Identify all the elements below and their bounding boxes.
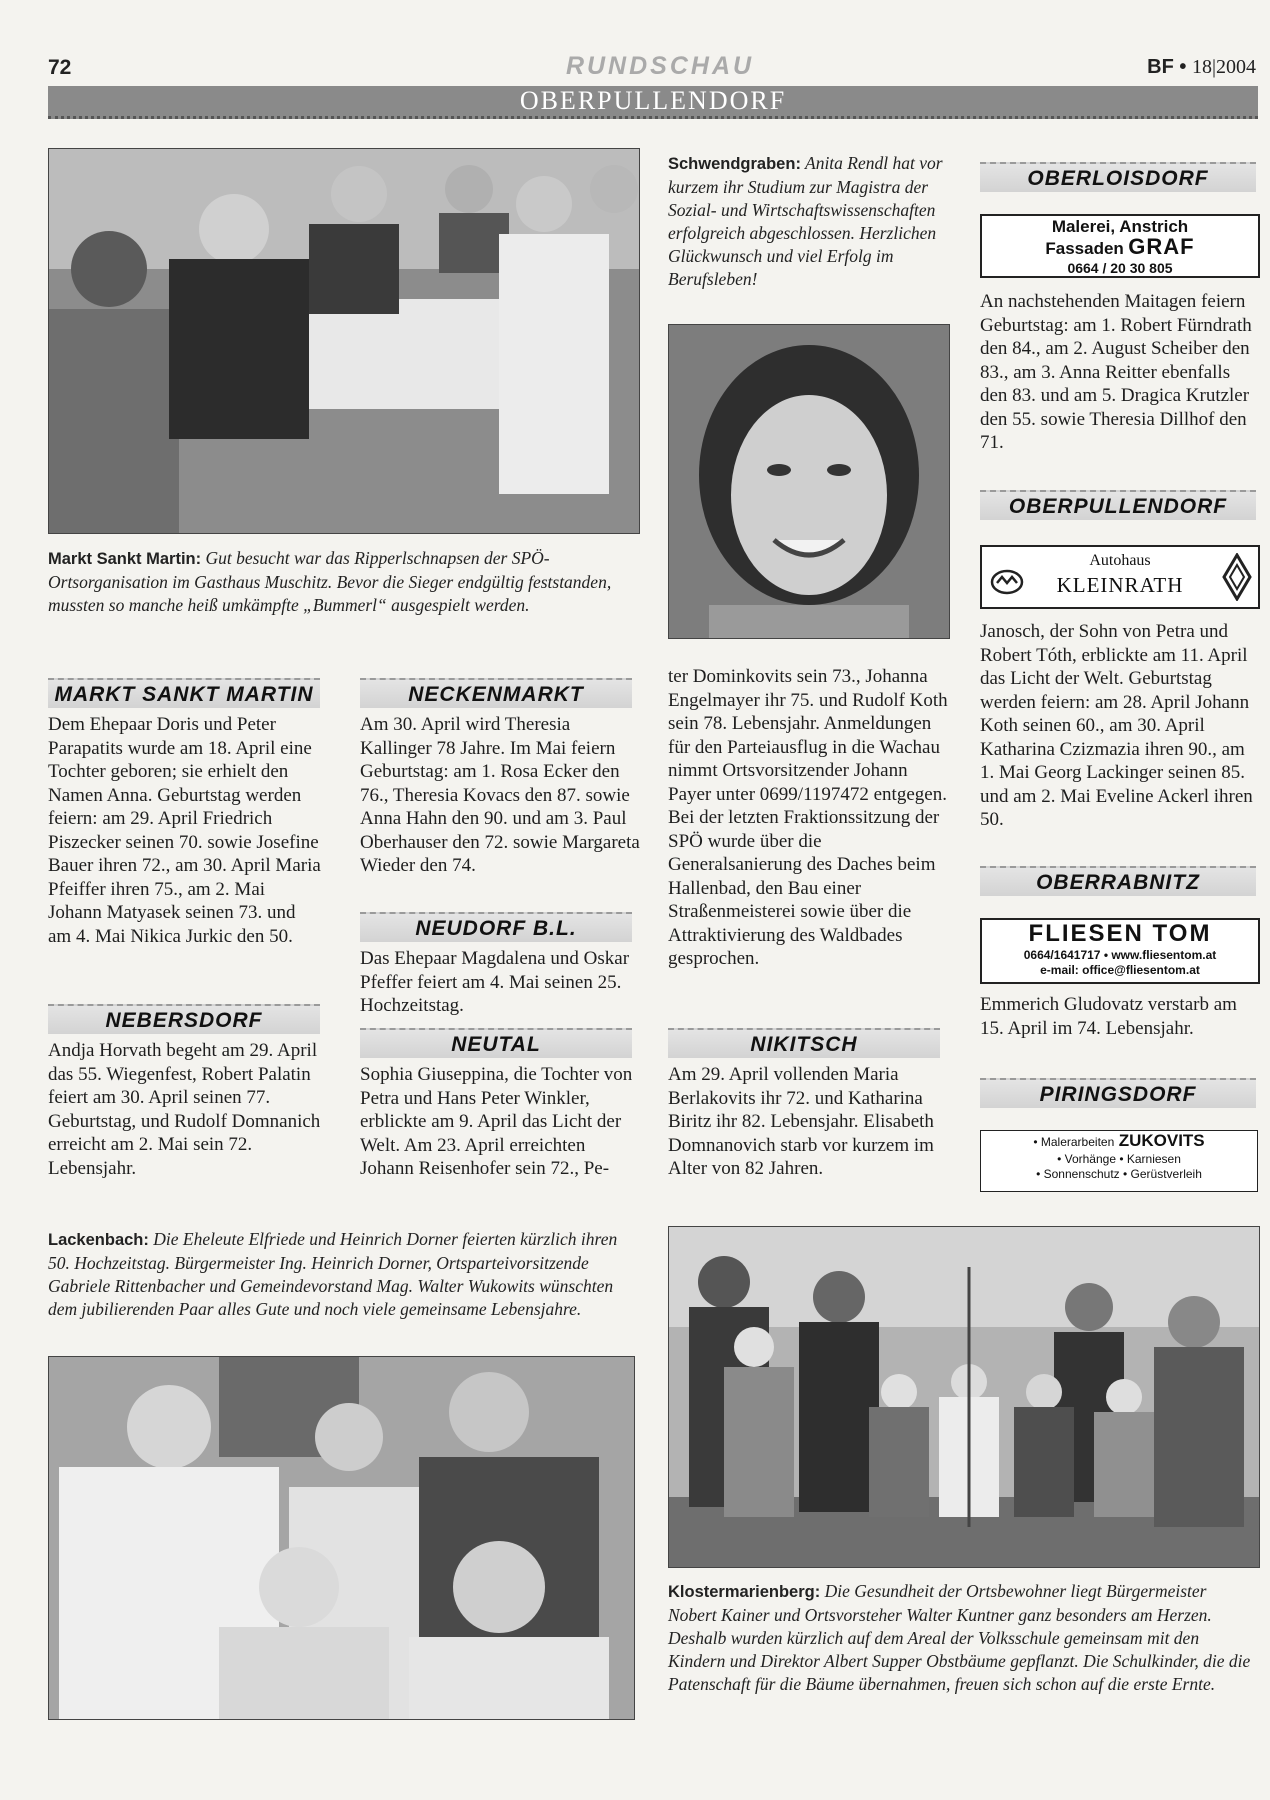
photo-card-players	[48, 148, 640, 534]
caption-lackenbach	[48, 1228, 638, 1321]
photo-anniversary-image	[49, 1357, 634, 1719]
ad-fliesen-name: FLIESEN TOM	[1028, 920, 1212, 947]
caption-text: Die Gesundheit der Ortsbewohner liegt Bürgermeister Nobert Kainer und Ortsvorsteher Walter Kuntner ganz besonders am Herzen. Deshalb wurden kürzlich auf dem Areal der Volksschule gemeinsam mit den Kindern und Direktor Albert Supper Obstbäume gepflanzt. Die Schulkinder, die die Patenschaft für die Bäume übernahmen, freuen sich schon auf die erste Ernte.	[668, 1581, 1251, 1694]
issue-info	[1147, 56, 1256, 79]
section-heading-neutal: NEUTAL	[360, 1028, 632, 1058]
masthead: RUNDSCHAU	[565, 52, 755, 80]
section-text-nebersdorf: Andja Horvath begeht am 29. April das 55. Wiegenfest, Robert Palatin feiert am 30. April seinen 77. Geburtstag, und Rudolf Domnanich erreicht am 2. Mai sein 72. Lebensjahr.	[48, 1040, 321, 1179]
ad-kleinrath-name: KLEINRATH	[1056, 573, 1184, 597]
region-banner	[48, 86, 1258, 119]
ad-graf-fassaden: Fassaden	[1045, 239, 1124, 258]
caption-text: Anita Rendl hat vor kurzem ihr Studium zur Magistra der Sozial- und Wirtschaftswissenschaften erfolgreich abgeschlossen. Herzlichen Glückwunsch und viel Erfolg im Berufsleben!	[668, 153, 943, 289]
section-text-neudorf: Das Ehepaar Magdalena und Oskar Pfeffer feiert am 4. Mai seinen 25. Hochzeitstag.	[360, 948, 630, 1016]
ad-fliesen-tom	[980, 918, 1260, 984]
photo-card-players-image	[49, 149, 639, 533]
ad-zukovits-line3: • Sonnenschutz • Gerüstverleih	[1036, 1167, 1202, 1181]
ad-zukovits-line1	[981, 1131, 1257, 1152]
issue-number: 18|2004	[1191, 56, 1256, 78]
section-heading-piringsdorf: PIRINGSDORF	[980, 1078, 1256, 1108]
section-heading-nikitsch: NIKITSCH	[668, 1028, 940, 1058]
caption-klostermarienberg	[668, 1580, 1258, 1696]
section-text-neutal: Sophia Giuseppina, die Tochter von Petra und Hans Peter Winkler, erblickte am 9. April das Licht der Welt. Am 23. April erreichten Johann Reisenhofer sein 72., Pe-	[360, 1064, 633, 1179]
section-text-nikitsch: Am 29. April vollenden Maria Berlakovits ihr 72. und Katharina Biritz ihr 82. Lebensjahr. Elisabeth Domnanovich starb vor kurzem im Alter von 82 Jahren.	[668, 1064, 934, 1179]
mazda-logo-icon	[990, 569, 1024, 600]
ad-zukovits-service: • Malerarbeiten	[1033, 1135, 1115, 1149]
caption-text: Die Eheleute Elfriede und Heinrich Dorner feierten kürzlich ihren 50. Hochzeitstag. Bürgermeister Ing. Heinrich Dorner, Ortsparteivorsitzende Gabriele Rittenbacher und Gemeindevorstand Mag. Walter Wukowits wünschten dem jubilierenden Paar alles Gute und noch viele gemeinsame Lebensjahre.	[48, 1229, 618, 1319]
section-heading-oberrabnitz: OBERRABNITZ	[980, 866, 1256, 896]
photo-tree-planting-image	[669, 1227, 1259, 1567]
section-text-neckenmarkt: Am 30. April wird Theresia Kallinger 78 Jahre. Im Mai feiern Geburtstag: am 1. Rosa Ecker den 76., Theresia Kovacs den 87. sowie Anna Hahn den 90. und am 3. Paul Oberhauser den 72. sowie Margareta Wieder den 74.	[360, 714, 640, 876]
ad-kleinrath	[980, 545, 1260, 609]
section-text-oberpullendorf: Janosch, der Sohn von Petra und Robert Tóth, erblickte am 11. April das Licht der Welt. Geburtstag werden feiern: am 28. April Johann Koth seinen 60., am 30. April Katharina Czizmazia ihren 90., am 1. Mai Georg Lackinger seinen 85. und am 2. Mai Eveline Ackerl ihren 50.	[980, 621, 1253, 830]
renault-logo-icon	[1222, 553, 1252, 606]
region-title: OBERPULLENDORF	[519, 86, 787, 115]
section-text-oberloisdorf: An nachstehenden Maitagen feiern Geburtstag: am 1. Robert Fürndrath den 84., am 2. August Scheiber den 83., am 3. Anna Reitter ebenfalls den 83. und am 5. Dragica Krutzler den 55. sowie Theresia Dillhof den 71.	[980, 291, 1252, 453]
ad-zukovits-line2: • Vorhänge • Karniesen	[1057, 1152, 1181, 1166]
page-number: 72	[48, 56, 72, 79]
section-text-oberrabnitz: Emmerich Gludovatz verstarb am 15. April im 74. Lebensjahr.	[980, 994, 1237, 1039]
ad-graf-line2	[982, 234, 1258, 260]
brand: BF	[1147, 56, 1174, 78]
ad-zukovits	[980, 1130, 1258, 1192]
ad-zukovits-name: ZUKOVITS	[1118, 1131, 1205, 1150]
section-heading-oberpullendorf: OBERPULLENDORF	[980, 490, 1256, 520]
caption-place: Markt Sankt Martin:	[48, 550, 202, 568]
caption-markt-sankt-martin	[48, 547, 638, 617]
section-heading-neckenmarkt: NECKENMARKT	[360, 678, 632, 708]
section-heading-markt-sankt-martin: MARKT SANKT MARTIN	[48, 678, 320, 708]
section-heading-nebersdorf: NEBERSDORF	[48, 1004, 320, 1034]
ad-fliesen-line2: e-mail: office@fliesentom.at	[1040, 963, 1200, 977]
section-text-neutal-continued: ter Dominkovits sein 73., Johanna Engelmayer ihr 75. und Rudolf Koth sein 78. Lebensjahr. Anmeldungen für den Parteiausflug in die Wachau nimmt Ortsvorsitzender Johann Payer unter 0699/1197472 entgegen. Bei der letzten Fraktionssitzung der SPÖ wurde über die Generalsanierung des Daches beim Hallenbad, den Bau einer Straßenmeisterei sowie über die Attraktivierung des Waldbades gesprochen.	[668, 666, 948, 969]
ad-graf	[980, 214, 1260, 278]
photo-tree-planting	[668, 1226, 1260, 1568]
caption-place: Klostermarienberg:	[668, 1583, 821, 1601]
ad-kleinrath-line1: Autohaus	[1089, 552, 1151, 569]
ad-fliesen-line1: 0664/1641717 • www.fliesentom.at	[1023, 948, 1217, 962]
ad-graf-phone: 0664 / 20 30 805	[1067, 260, 1173, 276]
bullet: •	[1179, 56, 1187, 78]
caption-place: Lackenbach:	[48, 1231, 149, 1249]
section-text-markt-sankt-martin: Dem Ehepaar Doris und Peter Parapatits wurde am 18. April eine Tochter geboren; sie erhielt den Namen Anna. Geburtstag werden feiern: am 29. April Friedrich Piszecker seinen 70. sowie Josefine Bauer ihren 72., am 30. April Maria Pfeiffer ihren 75., am 2. Mai Johann Matyasek seinen 73. und am 4. Mai Nikica Jurkic den 50.	[48, 714, 321, 947]
ad-graf-name: GRAF	[1128, 234, 1195, 259]
photo-portrait-anita-rendl	[668, 324, 950, 639]
photo-portrait-image	[669, 325, 949, 638]
photo-anniversary-couple	[48, 1356, 635, 1720]
caption-schwendgraben	[668, 152, 950, 291]
section-heading-oberloisdorf: OBERLOISDORF	[980, 162, 1256, 192]
section-heading-neudorf: NEUDORF B.L.	[360, 912, 632, 942]
ad-graf-line1: Malerei, Anstrich	[1051, 217, 1189, 236]
caption-text: Gut besucht war das Ripperlschnapsen der SPÖ-Ortsorganisation im Gasthaus Muschitz. Bevor die Sieger endgültig feststanden, mussten so manche heiß umkämpfte „Bummerl“ ausgespielt werden.	[48, 548, 612, 615]
caption-place: Schwendgraben:	[668, 155, 801, 173]
